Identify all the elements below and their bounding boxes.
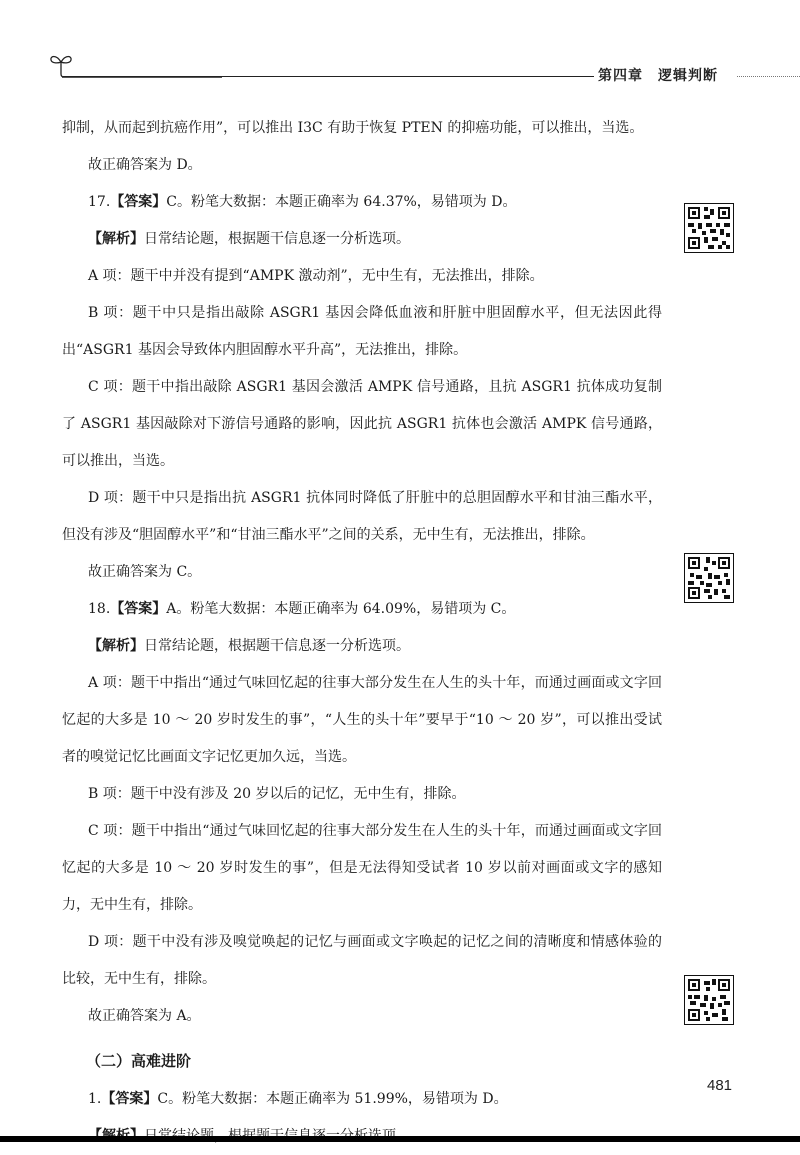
analysis-tag: 【解析】 bbox=[88, 231, 144, 247]
option-c: C 项：题干中指出“通过气味回忆起的往事大部分发生在人生的头十年，而通过画面或文字回忆起的大多是 10 ～ 20 岁时发生的事”，但是无法得知受试者 10 岁以前对画面或文字的感知力，无中生有，排除。 bbox=[62, 823, 662, 913]
chapter-title: 第四章 逻辑判断 bbox=[598, 68, 718, 84]
question-number: 17. bbox=[88, 194, 111, 210]
analysis-line-18 bbox=[62, 628, 662, 665]
paragraph: 故正确答案为 D。 bbox=[88, 157, 202, 173]
option-c: C 项：题干中指出敲除 ASGR1 基因会激活 AMPK 信号通路，且抗 ASGR1 抗体成功复制了 ASGR1 基因敲除对下游信号通路的影响，因此抗 ASGR1 抗体也会激活 AMPK 信号通路，可以推出，当选。 bbox=[62, 379, 662, 469]
option-d: D 项：题干中只是指出抗 ASGR1 抗体同时降低了肝脏中的总胆固醇水平和甘油三酯水平，但没有涉及“胆固醇水平”和“甘油三酯水平”之间的关系，无中生有，无法推出，排除。 bbox=[62, 490, 662, 543]
option-a: A 项：题干中指出“通过气味回忆起的往事大部分发生在人生的头十年，而通过画面或文字回忆起的大多是 10 ～ 20 岁时发生的事”，“人生的头十年”要早于“10 ～ 20 岁”，可以推出受试者的嗅觉记忆比画面文字记忆更加久远，当选。 bbox=[62, 675, 662, 765]
header-dotted-rule bbox=[737, 76, 800, 77]
analysis-line-17 bbox=[62, 221, 662, 258]
section-heading: （二）高难进阶 bbox=[86, 1052, 192, 1070]
analysis-tag: 【解析】 bbox=[88, 638, 144, 654]
option-b: B 项：题干中只是指出敲除 ASGR1 基因会降低血液和肝脏中胆固醇水平，但无法因此得出“ASGR1 基因会导致体内胆固醇水平升高”，无法推出，排除。 bbox=[62, 305, 662, 358]
page-header bbox=[0, 0, 800, 95]
final-answer: 故正确答案为 C。 bbox=[88, 564, 202, 580]
answer-text: A。粉笔大数据：本题正确率为 64.09%，易错项为 C。 bbox=[166, 601, 516, 617]
option-d: D 项：题干中没有涉及嗅觉唤起的记忆与画面或文字唤起的记忆之间的清晰度和情感体验的比较，无中生有，排除。 bbox=[62, 934, 662, 987]
final-answer: 故正确答案为 A。 bbox=[88, 1008, 201, 1024]
answer-line-s2-1 bbox=[62, 1081, 662, 1118]
paragraph: 抑制，从而起到抗癌作用”，可以推出 I3C 有助于恢复 PTEN 的抑癌功能，可以推出，当选。 bbox=[62, 120, 644, 136]
option-b: B 项：题干中没有涉及 20 岁以后的记忆，无中生有，排除。 bbox=[88, 786, 466, 802]
answer-tag: 【答案】 bbox=[101, 1091, 158, 1107]
bottom-black-bar bbox=[0, 1136, 800, 1142]
page-number: 481 bbox=[707, 1077, 733, 1094]
question-number: 1. bbox=[88, 1091, 102, 1107]
question-number: 18. bbox=[88, 601, 111, 617]
qr-code-icon[interactable] bbox=[684, 975, 734, 1025]
answer-text: C。粉笔大数据：本题正确率为 51.99%，易错项为 D。 bbox=[157, 1091, 508, 1107]
answer-text: C。粉笔大数据：本题正确率为 64.37%，易错项为 D。 bbox=[166, 194, 517, 210]
qr-code-icon[interactable] bbox=[684, 203, 734, 253]
option-a: A 项：题干中并没有提到“AMPK 激动剂”，无中生有，无法推出，排除。 bbox=[88, 268, 544, 284]
answer-tag: 【答案】 bbox=[110, 601, 167, 617]
qr-code-icon[interactable] bbox=[684, 553, 734, 603]
analysis-text: 日常结论题，根据题干信息逐一分析选项。 bbox=[144, 638, 410, 654]
answer-line-17 bbox=[62, 184, 662, 221]
answer-line-18 bbox=[62, 591, 662, 628]
header-rule-shadow bbox=[62, 77, 222, 78]
answer-tag: 【答案】 bbox=[110, 194, 167, 210]
page-body bbox=[62, 110, 662, 1155]
analysis-text: 日常结论题，根据题干信息逐一分析选项。 bbox=[144, 231, 410, 247]
